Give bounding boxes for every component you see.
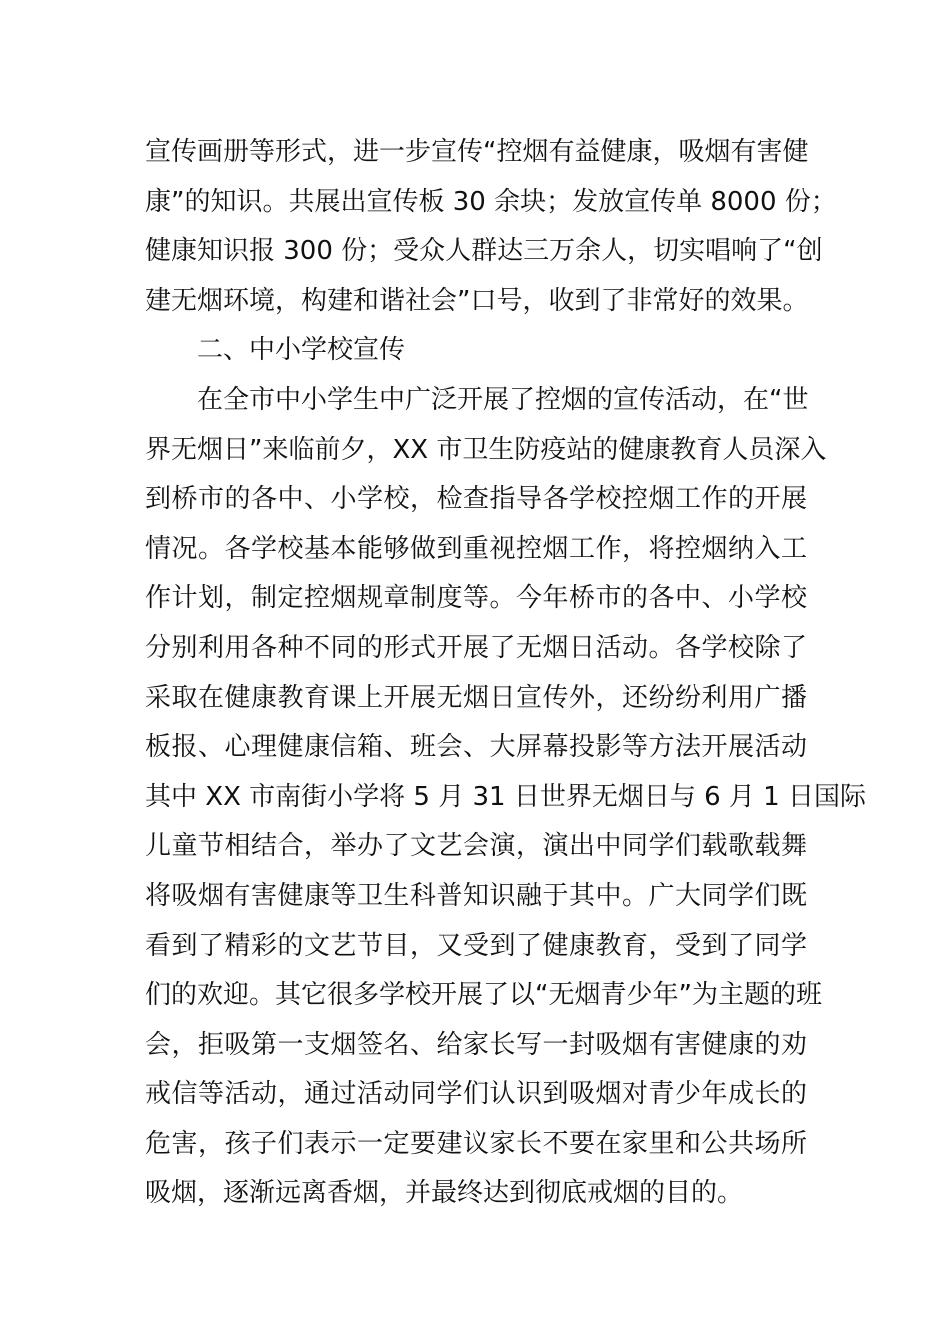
text-line: 儿童节相结合，举办了文艺会演，演出中同学们载歌载舞 bbox=[145, 831, 807, 862]
text-line: 康”的知识。共展出宣传板 30 余块；发放宣传单 8000 份； bbox=[145, 186, 837, 217]
text-line: 戒信等活动，通过活动同学们认识到吸烟对青少年成长的 bbox=[145, 1079, 807, 1110]
text-line: 采取在健康教育课上开展无烟日宣传外，还纷纷利用广播 bbox=[145, 682, 807, 713]
heading-text: 二、中小学校宣传 bbox=[197, 335, 406, 366]
text-line: 情况。各学校基本能够做到重视控烟工作，将控烟纳入工 bbox=[145, 533, 807, 564]
text-line: 到桥市的各中、小学校，检查指导各学校控烟工作的开展 bbox=[145, 484, 807, 515]
text-line: 宣传画册等形式，进一步宣传“控烟有益健康，吸烟有害健 bbox=[145, 137, 809, 167]
text-line: 会，拒吸第一支烟签名、给家长写一封吸烟有害健康的劝 bbox=[145, 1029, 807, 1060]
text-line: 作计划，制定控烟规章制度等。今年桥市的各中、小学校 bbox=[145, 583, 807, 614]
text-line: 板报、心理健康信箱、班会、大屏幕投影等方法开展活动 bbox=[145, 732, 807, 763]
section-heading bbox=[145, 326, 807, 376]
paragraph-schools bbox=[145, 376, 866, 1219]
text-line: 建无烟环境，构建和谐社会”口号，收到了非常好的效果。 bbox=[145, 285, 809, 316]
text-line: 将吸烟有害健康等卫生科普知识融于其中。广大同学们既 bbox=[145, 880, 807, 911]
text-line: 界无烟日”来临前夕，XX 市卫生防疫站的健康教育人员深入 bbox=[145, 434, 827, 465]
text-line: 危害，孩子们表示一定要建议家长不要在家里和公共场所 bbox=[145, 1128, 807, 1159]
text-line: 们的欢迎。其它很多学校开展了以“无烟青少年”为主题的班 bbox=[145, 980, 822, 1011]
paragraph-intro bbox=[145, 128, 837, 326]
text-line: 健康知识报 300 份；受众人群达三万余人，切实唱响了“创 bbox=[145, 236, 823, 267]
text-line: 吸烟，逐渐远离香烟，并最终达到彻底戒烟的目的。 bbox=[145, 1178, 744, 1209]
text-line: 分别利用各种不同的形式开展了无烟日活动。各学校除了 bbox=[145, 632, 807, 663]
text-line: 看到了精彩的文艺节目，又受到了健康教育，受到了同学 bbox=[145, 930, 807, 961]
text-line: 在全市中小学生中广泛开展了控烟的宣传活动，在“世 bbox=[197, 384, 809, 415]
document-body bbox=[145, 128, 866, 1219]
text-line: 其中 XX 市南街小学将 5 月 31 日世界无烟日与 6 月 1 日国际 bbox=[145, 781, 866, 812]
